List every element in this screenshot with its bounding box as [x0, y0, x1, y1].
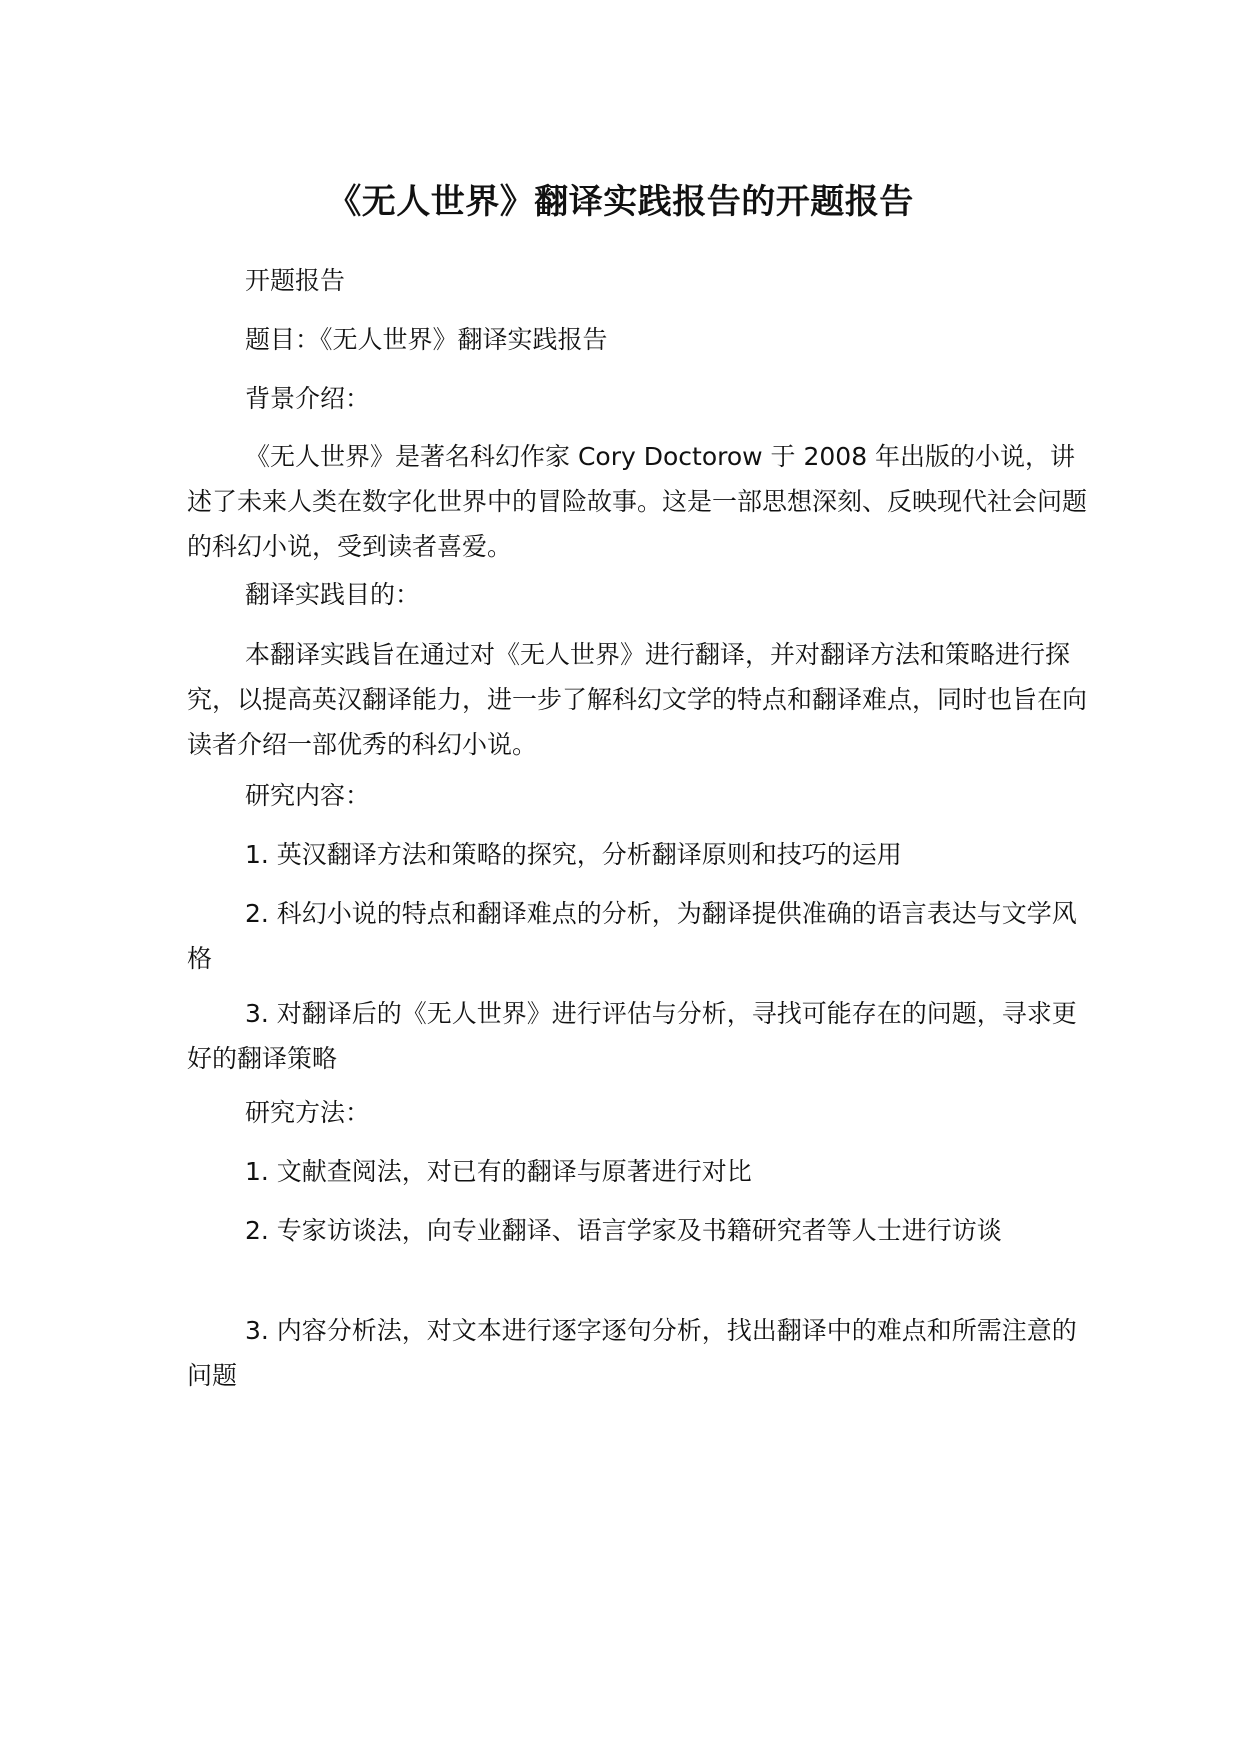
paragraph-method-heading: 研究方法：	[245, 1098, 371, 1127]
paragraph-purpose: 本翻译实践旨在通过对《无人世界》进行翻译，并对翻译方法和策略进行探究，以提高英汉翻译能力，进一步了解科幻文学的特点和翻译难点，同时也旨在向读者介绍一部优秀的科幻小说。	[187, 640, 1088, 759]
paragraph-content-item-1: 1. 英汉翻译方法和策略的探究，分析翻译原则和技巧的运用	[245, 840, 902, 869]
paragraph-method-item-1: 1. 文献查阅法，对已有的翻译与原著进行对比	[245, 1157, 752, 1186]
paragraph-background-heading: 背景介绍：	[245, 384, 371, 413]
paragraph-content-item-3: 3. 对翻译后的《无人世界》进行评估与分析，寻找可能存在的问题，寻求更好的翻译策略	[187, 999, 1077, 1073]
paragraph-method-item-2: 2. 专家访谈法，向专业翻译、语言学家及书籍研究者等人士进行访谈	[245, 1216, 1002, 1245]
document-title: 《无人世界》翻译实践报告的开题报告	[327, 182, 914, 222]
paragraph-content-item-2: 2. 科幻小说的特点和翻译难点的分析，为翻译提供准确的语言表达与文学风格	[187, 899, 1077, 973]
paragraph-method-item-3: 3. 内容分析法，对文本进行逐字逐句分析，找出翻译中的难点和所需注意的问题	[187, 1316, 1077, 1390]
paragraph-heading-proposal: 开题报告	[245, 266, 346, 295]
paragraph-topic: 题目：《无人世界》翻译实践报告	[245, 325, 608, 354]
paragraph-background: 《无人世界》是著名科幻作家 Cory Doctorow 于 2008 年出版的小说，讲述了未来人类在数字化世界中的冒险故事。这是一部思想深刻、反映现代社会问题的科幻小说，受到读者喜爱。	[187, 442, 1088, 561]
paragraph-content-heading: 研究内容：	[245, 781, 371, 810]
paragraph-purpose-heading: 翻译实践目的：	[245, 580, 421, 609]
